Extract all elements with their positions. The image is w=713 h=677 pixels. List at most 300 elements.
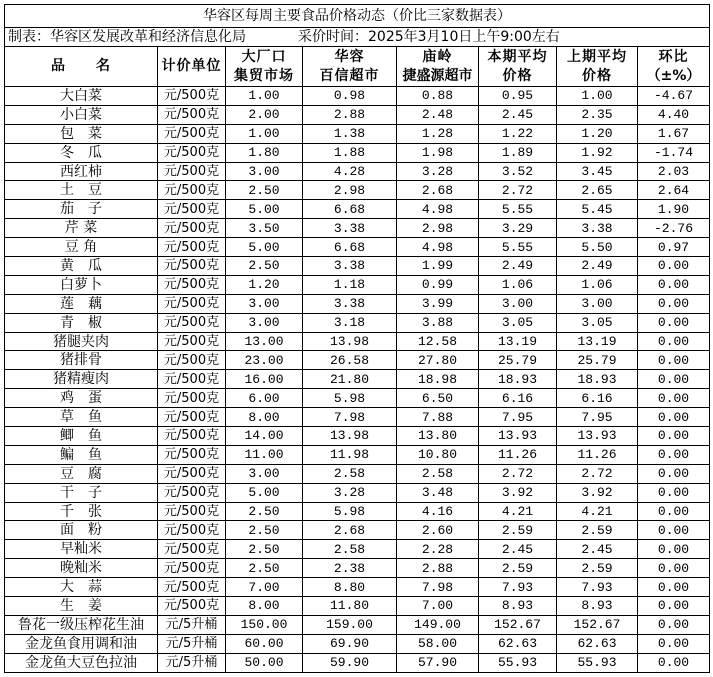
current-average-cell: 3.05 [479,314,557,332]
item-name-cell: 青 椒 [5,314,158,332]
previous-average-cell: 25.79 [557,351,638,369]
previous-average-cell: 13.19 [557,333,638,351]
price-dachangkou-cell: 1.00 [226,125,303,143]
price-dachangkou-cell: 2.50 [226,540,303,558]
item-name-cell: 金龙鱼食用调和油 [5,635,158,653]
previous-average-cell: 2.35 [557,106,638,124]
current-average-cell: 5.55 [479,200,557,218]
price-baixin-cell: 0.98 [303,87,397,105]
table-row [5,427,710,446]
change-percent-cell: 0.00 [638,351,710,369]
price-table [4,4,710,673]
change-percent-cell: 0.00 [638,616,710,634]
price-dachangkou-cell: 2.50 [226,559,303,577]
price-baixin-cell: 11.98 [303,446,397,464]
previous-average-cell: 152.67 [557,616,638,634]
price-jieshengyuan-cell: 1.98 [397,144,479,162]
change-percent-cell: 2.03 [638,163,710,181]
price-baixin-cell: 2.38 [303,559,397,577]
previous-average-cell: 2.72 [557,465,638,483]
table-row [5,238,710,257]
price-jieshengyuan-cell: 2.28 [397,540,479,558]
item-name-cell: 莲 藕 [5,295,158,313]
unit-cell: 元/500克 [158,597,226,615]
change-percent-cell: -1.74 [638,144,710,162]
price-jieshengyuan-cell: 12.58 [397,333,479,351]
price-jieshengyuan-cell: 2.48 [397,106,479,124]
price-baixin-cell: 159.00 [303,616,397,634]
change-percent-cell: 0.97 [638,238,710,256]
header-current-average-line1: 本期平均 [487,48,548,65]
current-average-cell: 7.93 [479,578,557,596]
change-percent-cell: 0.00 [638,578,710,596]
unit-cell: 元/5升桶 [158,616,226,634]
price-baixin-cell: 6.68 [303,200,397,218]
item-name-cell: 猪精瘦肉 [5,370,158,388]
price-jieshengyuan-cell: 4.16 [397,503,479,521]
current-average-cell: 2.72 [479,465,557,483]
change-percent-cell: 0.00 [638,370,710,388]
previous-average-cell: 3.38 [557,219,638,237]
previous-average-cell: 62.63 [557,635,638,653]
unit-cell: 元/5升桶 [158,654,226,672]
table-row [5,333,710,352]
price-jieshengyuan-cell: 3.48 [397,484,479,502]
previous-average-cell: 2.65 [557,181,638,199]
price-dachangkou-cell: 8.00 [226,597,303,615]
item-name-cell: 鲫 鱼 [5,427,158,445]
price-baixin-cell: 2.58 [303,540,397,558]
item-name-cell: 鳊 鱼 [5,446,158,464]
previous-average-cell: 1.92 [557,144,638,162]
price-jieshengyuan-cell: 27.80 [397,351,479,369]
unit-cell: 元/500克 [158,370,226,388]
previous-average-cell: 3.05 [557,314,638,332]
table-row [5,163,710,182]
current-average-cell: 2.45 [479,540,557,558]
price-jieshengyuan-cell: 13.80 [397,427,479,445]
current-average-cell: 3.29 [479,219,557,237]
table-row [5,521,710,540]
price-dachangkou-cell: 3.00 [226,465,303,483]
previous-average-cell: 1.20 [557,125,638,143]
previous-average-cell: 2.45 [557,540,638,558]
change-percent-cell: 1.90 [638,200,710,218]
previous-average-cell: 2.59 [557,521,638,539]
change-percent-cell: 0.00 [638,654,710,672]
item-name-cell: 包 菜 [5,125,158,143]
change-percent-cell: 0.00 [638,597,710,615]
change-percent-cell: 0.00 [638,276,710,294]
price-jieshengyuan-cell: 2.58 [397,465,479,483]
previous-average-cell: 7.95 [557,408,638,426]
unit-cell: 元/500克 [158,200,226,218]
price-baixin-cell: 1.38 [303,125,397,143]
price-baixin-cell: 11.80 [303,597,397,615]
price-dachangkou-cell: 16.00 [226,370,303,388]
item-name-cell: 茄 子 [5,200,158,218]
change-percent-cell: 2.64 [638,181,710,199]
price-dachangkou-cell: 8.00 [226,408,303,426]
change-percent-cell: -4.67 [638,87,710,105]
price-baixin-cell: 7.98 [303,408,397,426]
header-dachangkou [226,47,303,86]
price-dachangkou-cell: 11.00 [226,446,303,464]
item-name-cell: 生 姜 [5,597,158,615]
unit-cell: 元/500克 [158,351,226,369]
table-row [5,484,710,503]
price-jieshengyuan-cell: 4.98 [397,238,479,256]
price-dachangkou-cell: 60.00 [226,635,303,653]
previous-average-cell: 1.06 [557,276,638,294]
current-average-cell: 2.59 [479,559,557,577]
change-percent-cell: 0.00 [638,559,710,577]
current-average-cell: 5.55 [479,238,557,256]
current-average-cell: 2.59 [479,521,557,539]
item-name-cell: 西红柿 [5,163,158,181]
table-row [5,200,710,219]
unit-cell: 元/500克 [158,446,226,464]
current-average-cell: 13.93 [479,427,557,445]
change-percent-cell: 0.00 [638,427,710,445]
table-row [5,87,710,106]
header-change-percent [638,47,710,86]
price-jieshengyuan-cell: 58.00 [397,635,479,653]
price-dachangkou-cell: 1.80 [226,144,303,162]
table-body [5,87,710,673]
price-dachangkou-cell: 2.50 [226,257,303,275]
table-row [5,578,710,597]
price-jieshengyuan-cell: 2.98 [397,219,479,237]
unit-cell: 元/500克 [158,427,226,445]
header-dachangkou-line1: 大厂口 [241,48,287,65]
item-name-cell: 鲁花一级压榨花生油 [5,616,158,634]
change-percent-cell: 0.00 [638,389,710,407]
price-dachangkou-cell: 1.20 [226,276,303,294]
current-average-cell: 13.19 [479,333,557,351]
unit-cell: 元/500克 [158,578,226,596]
price-baixin-cell: 3.18 [303,314,397,332]
unit-cell: 元/500克 [158,106,226,124]
current-average-cell: 18.93 [479,370,557,388]
table-row [5,465,710,484]
change-percent-cell: 0.00 [638,295,710,313]
change-percent-cell: 0.00 [638,540,710,558]
price-baixin-cell: 8.80 [303,578,397,596]
change-percent-cell: 0.00 [638,521,710,539]
table-row [5,181,710,200]
price-dachangkou-cell: 2.50 [226,181,303,199]
table-row [5,559,710,578]
table-row [5,503,710,522]
current-average-cell: 152.67 [479,616,557,634]
price-baixin-cell: 5.98 [303,389,397,407]
header-jieshengyuan [397,47,479,86]
table-row [5,446,710,465]
price-baixin-cell: 3.28 [303,484,397,502]
collection-time-label: 采价时间：2025年3月10日上午9:00左右 [298,29,560,45]
unit-cell: 元/500克 [158,540,226,558]
price-jieshengyuan-cell: 0.88 [397,87,479,105]
header-baixin-line2: 百信超市 [319,67,380,84]
previous-average-cell: 5.45 [557,200,638,218]
table-row [5,144,710,163]
price-baixin-cell: 59.90 [303,654,397,672]
price-baixin-cell: 3.38 [303,219,397,237]
table-row [5,351,710,370]
unit-cell: 元/500克 [158,295,226,313]
unit-cell: 元/500克 [158,276,226,294]
table-row [5,616,710,635]
price-jieshengyuan-cell: 1.99 [397,257,479,275]
item-name-cell: 鸡 蛋 [5,389,158,407]
price-jieshengyuan-cell: 7.98 [397,578,479,596]
unit-cell: 元/500克 [158,219,226,237]
table-row [5,276,710,295]
item-name-cell: 干 子 [5,484,158,502]
item-name-cell: 早籼米 [5,540,158,558]
unit-cell: 元/500克 [158,559,226,577]
table-row [5,408,710,427]
price-dachangkou-cell: 5.00 [226,200,303,218]
item-name-cell: 豆 角 [5,238,158,256]
previous-average-cell: 5.50 [557,238,638,256]
current-average-cell: 1.89 [479,144,557,162]
price-baixin-cell: 1.18 [303,276,397,294]
unit-cell: 元/500克 [158,465,226,483]
table-row [5,314,710,333]
change-percent-cell: 4.40 [638,106,710,124]
unit-cell: 元/500克 [158,144,226,162]
price-jieshengyuan-cell: 2.60 [397,521,479,539]
price-dachangkou-cell: 5.00 [226,238,303,256]
price-jieshengyuan-cell: 7.88 [397,408,479,426]
current-average-cell: 4.21 [479,503,557,521]
header-current-average [479,47,557,86]
current-average-cell: 2.49 [479,257,557,275]
current-average-cell: 8.93 [479,597,557,615]
current-average-cell: 0.95 [479,87,557,105]
unit-cell: 元/500克 [158,125,226,143]
price-jieshengyuan-cell: 6.50 [397,389,479,407]
item-name-cell: 大 蒜 [5,578,158,596]
item-name-cell: 冬 瓜 [5,144,158,162]
price-jieshengyuan-cell: 10.80 [397,446,479,464]
table-row [5,540,710,559]
item-name-cell: 猪排骨 [5,351,158,369]
price-baixin-cell: 21.80 [303,370,397,388]
change-percent-cell: -2.76 [638,219,710,237]
previous-average-cell: 3.00 [557,295,638,313]
current-average-cell: 3.92 [479,484,557,502]
current-average-cell: 3.00 [479,295,557,313]
price-baixin-cell: 5.98 [303,503,397,521]
price-dachangkou-cell: 3.50 [226,219,303,237]
header-baixin [303,47,397,86]
item-name-cell: 千 张 [5,503,158,521]
previous-average-cell: 7.93 [557,578,638,596]
header-unit [158,47,226,86]
current-average-cell: 25.79 [479,351,557,369]
item-name-cell: 草 鱼 [5,408,158,426]
price-baixin-cell: 69.90 [303,635,397,653]
item-name-cell: 猪腿夹肉 [5,333,158,351]
previous-average-cell: 3.92 [557,484,638,502]
item-name-cell: 白萝卜 [5,276,158,294]
item-name-cell: 小白菜 [5,106,158,124]
table-row [5,654,710,673]
price-jieshengyuan-cell: 149.00 [397,616,479,634]
price-baixin-cell: 2.58 [303,465,397,483]
price-dachangkou-cell: 50.00 [226,654,303,672]
item-name-cell: 大白菜 [5,87,158,105]
unit-cell: 元/500克 [158,87,226,105]
header-change-percent-line2: （±%） [646,67,701,84]
title-row [5,5,710,28]
price-jieshengyuan-cell: 7.00 [397,597,479,615]
header-item-name [5,47,158,86]
price-dachangkou-cell: 6.00 [226,389,303,407]
price-dachangkou-cell: 23.00 [226,351,303,369]
current-average-cell: 6.16 [479,389,557,407]
header-jieshengyuan-line1: 庙岭 [422,48,453,65]
previous-average-cell: 4.21 [557,503,638,521]
price-jieshengyuan-cell: 2.68 [397,181,479,199]
current-average-cell: 7.95 [479,408,557,426]
previous-average-cell: 18.93 [557,370,638,388]
item-name-cell: 土 豆 [5,181,158,199]
price-dachangkou-cell: 13.00 [226,333,303,351]
unit-cell: 元/500克 [158,503,226,521]
price-baixin-cell: 13.98 [303,427,397,445]
table-row [5,219,710,238]
header-current-average-line2: 价格 [502,67,533,84]
header-item-name-label: 品 名 [51,58,111,74]
previous-average-cell: 11.26 [557,446,638,464]
previous-average-cell: 2.49 [557,257,638,275]
item-name-cell: 面 粉 [5,521,158,539]
price-jieshengyuan-cell: 3.88 [397,314,479,332]
unit-cell: 元/500克 [158,257,226,275]
previous-average-cell: 2.59 [557,559,638,577]
price-jieshengyuan-cell: 4.98 [397,200,479,218]
previous-average-cell: 8.93 [557,597,638,615]
price-dachangkou-cell: 2.00 [226,106,303,124]
header-baixin-line1: 华容 [334,48,365,65]
price-baixin-cell: 6.68 [303,238,397,256]
header-change-percent-line1: 环比 [658,48,689,65]
table-header [5,47,710,87]
unit-cell: 元/500克 [158,484,226,502]
change-percent-cell: 1.67 [638,125,710,143]
header-dachangkou-line2: 集贸市场 [234,67,294,84]
unit-cell: 元/500克 [158,521,226,539]
price-baixin-cell: 2.88 [303,106,397,124]
item-name-cell: 金龙鱼大豆色拉油 [5,654,158,672]
item-name-cell: 豆 腐 [5,465,158,483]
header-previous-average-line1: 上期平均 [567,48,627,65]
price-baixin-cell: 3.38 [303,295,397,313]
table-row [5,257,710,276]
current-average-cell: 11.26 [479,446,557,464]
table-row [5,106,710,125]
unit-cell: 元/500克 [158,181,226,199]
current-average-cell: 62.63 [479,635,557,653]
change-percent-cell: 0.00 [638,635,710,653]
price-dachangkou-cell: 3.00 [226,295,303,313]
unit-cell: 元/500克 [158,238,226,256]
previous-average-cell: 55.93 [557,654,638,672]
price-baixin-cell: 3.38 [303,257,397,275]
current-average-cell: 2.72 [479,181,557,199]
unit-cell: 元/500克 [158,314,226,332]
price-dachangkou-cell: 150.00 [226,616,303,634]
price-jieshengyuan-cell: 57.90 [397,654,479,672]
change-percent-cell: 0.00 [638,314,710,332]
change-percent-cell: 0.00 [638,446,710,464]
change-percent-cell: 0.00 [638,484,710,502]
unit-cell: 元/500克 [158,408,226,426]
current-average-cell: 3.52 [479,163,557,181]
item-name-cell: 晚籼米 [5,559,158,577]
header-previous-average [557,47,638,86]
price-dachangkou-cell: 7.00 [226,578,303,596]
meta-cell [5,28,710,46]
price-dachangkou-cell: 3.00 [226,163,303,181]
price-dachangkou-cell: 3.00 [226,314,303,332]
current-average-cell: 55.93 [479,654,557,672]
price-dachangkou-cell: 1.00 [226,87,303,105]
compiler-label: 制表：华容区发展改革和经济信息化局 [8,29,246,45]
table-row [5,389,710,408]
unit-cell: 元/500克 [158,389,226,407]
price-dachangkou-cell: 5.00 [226,484,303,502]
previous-average-cell: 6.16 [557,389,638,407]
change-percent-cell: 0.00 [638,408,710,426]
table-row [5,635,710,654]
header-unit-label: 计价单位 [161,58,222,74]
table-title: 华容区每周主要食品价格动态（价比三家数据表） [5,5,710,27]
meta-row [5,28,710,47]
unit-cell: 元/500克 [158,333,226,351]
price-baixin-cell: 1.88 [303,144,397,162]
current-average-cell: 2.45 [479,106,557,124]
table-row [5,597,710,616]
price-baixin-cell: 2.98 [303,181,397,199]
header-previous-average-line2: 价格 [582,67,612,84]
price-baixin-cell: 26.58 [303,351,397,369]
unit-cell: 元/5升桶 [158,635,226,653]
unit-cell: 元/500克 [158,163,226,181]
item-name-cell: 芹 菜 [5,219,158,237]
price-jieshengyuan-cell: 2.88 [397,559,479,577]
price-dachangkou-cell: 2.50 [226,521,303,539]
price-jieshengyuan-cell: 3.28 [397,163,479,181]
current-average-cell: 1.06 [479,276,557,294]
price-jieshengyuan-cell: 18.98 [397,370,479,388]
table-row [5,295,710,314]
price-dachangkou-cell: 14.00 [226,427,303,445]
price-jieshengyuan-cell: 3.99 [397,295,479,313]
price-dachangkou-cell: 2.50 [226,503,303,521]
previous-average-cell: 13.93 [557,427,638,445]
price-jieshengyuan-cell: 0.99 [397,276,479,294]
previous-average-cell: 3.45 [557,163,638,181]
price-baixin-cell: 2.68 [303,521,397,539]
change-percent-cell: 0.00 [638,503,710,521]
item-name-cell: 黄 瓜 [5,257,158,275]
previous-average-cell: 1.00 [557,87,638,105]
